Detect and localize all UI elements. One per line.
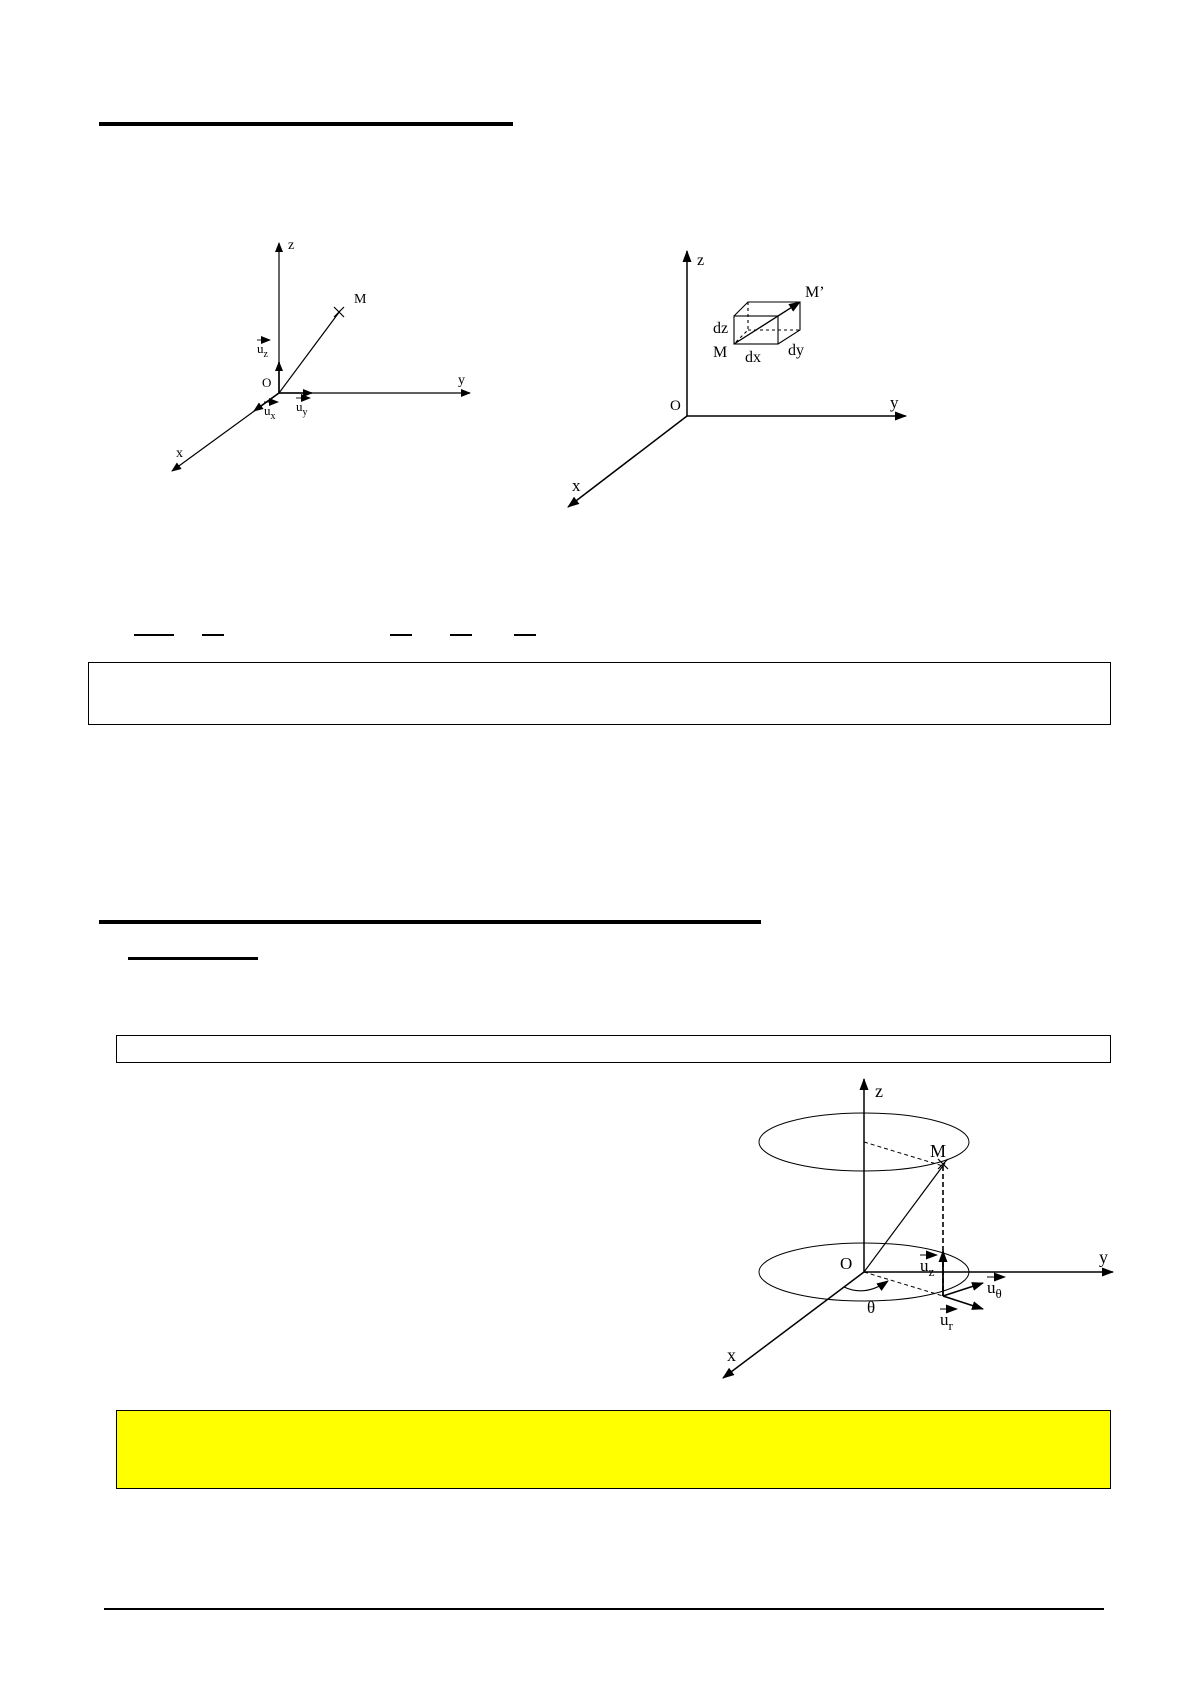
point-m-prime-label: M’ bbox=[805, 284, 825, 301]
y-label: y bbox=[1099, 1247, 1108, 1267]
fraction-bar bbox=[202, 634, 224, 636]
point-m-cross bbox=[334, 307, 344, 317]
origin-label: O bbox=[262, 375, 272, 390]
uy-label: $u_y$ bbox=[296, 399, 308, 418]
uz-label: $u_z$ bbox=[257, 341, 268, 360]
highlighted-result-box bbox=[116, 1410, 1111, 1489]
theta-label: θ bbox=[867, 1298, 876, 1317]
z-label: z bbox=[875, 1081, 883, 1101]
z-label: z bbox=[697, 252, 705, 269]
y-label: y bbox=[458, 373, 465, 388]
ur-vector bbox=[943, 1296, 983, 1309]
fraction-bar bbox=[450, 634, 472, 636]
x-label: x bbox=[176, 446, 183, 461]
position-vector-om bbox=[864, 1163, 945, 1272]
point-m-label: M bbox=[930, 1141, 947, 1161]
x-axis bbox=[568, 416, 687, 507]
fraction-bar bbox=[514, 634, 536, 636]
y-label: y bbox=[890, 393, 899, 412]
dz-label: dz bbox=[713, 320, 729, 337]
point-m-label: M bbox=[354, 292, 367, 307]
section-heading-underline-2 bbox=[99, 920, 761, 924]
dx-label: dx bbox=[745, 349, 761, 366]
cylindrical-coordinates-figure bbox=[715, 1075, 1125, 1390]
uz-label: $u_z$ bbox=[920, 1256, 935, 1279]
origin-label: O bbox=[840, 1254, 853, 1273]
definition-box bbox=[116, 1035, 1111, 1063]
cartesian-displacement-figure bbox=[560, 245, 920, 515]
utheta-label: $u_\theta$ bbox=[987, 1278, 1002, 1301]
x-axis bbox=[723, 1272, 864, 1378]
result-box bbox=[88, 662, 1111, 725]
x-label: x bbox=[727, 1345, 736, 1365]
origin-label: O bbox=[670, 398, 681, 414]
subsection-heading-underline bbox=[128, 957, 258, 960]
section-heading-underline-1 bbox=[99, 122, 513, 126]
z-label: z bbox=[288, 238, 295, 253]
position-vector-om bbox=[279, 311, 340, 393]
point-m-label: M bbox=[713, 344, 728, 361]
x-label: x bbox=[572, 476, 581, 495]
displacement-vector-mm bbox=[734, 302, 800, 344]
ur-label: $u_r$ bbox=[940, 1310, 953, 1333]
ux-label: $u_x$ bbox=[264, 403, 276, 422]
fraction-bar bbox=[134, 634, 174, 636]
dy-label: dy bbox=[788, 342, 804, 359]
fraction-bar bbox=[390, 634, 412, 636]
cartesian-basis-figure bbox=[160, 235, 490, 485]
footer-rule bbox=[104, 1608, 1104, 1610]
